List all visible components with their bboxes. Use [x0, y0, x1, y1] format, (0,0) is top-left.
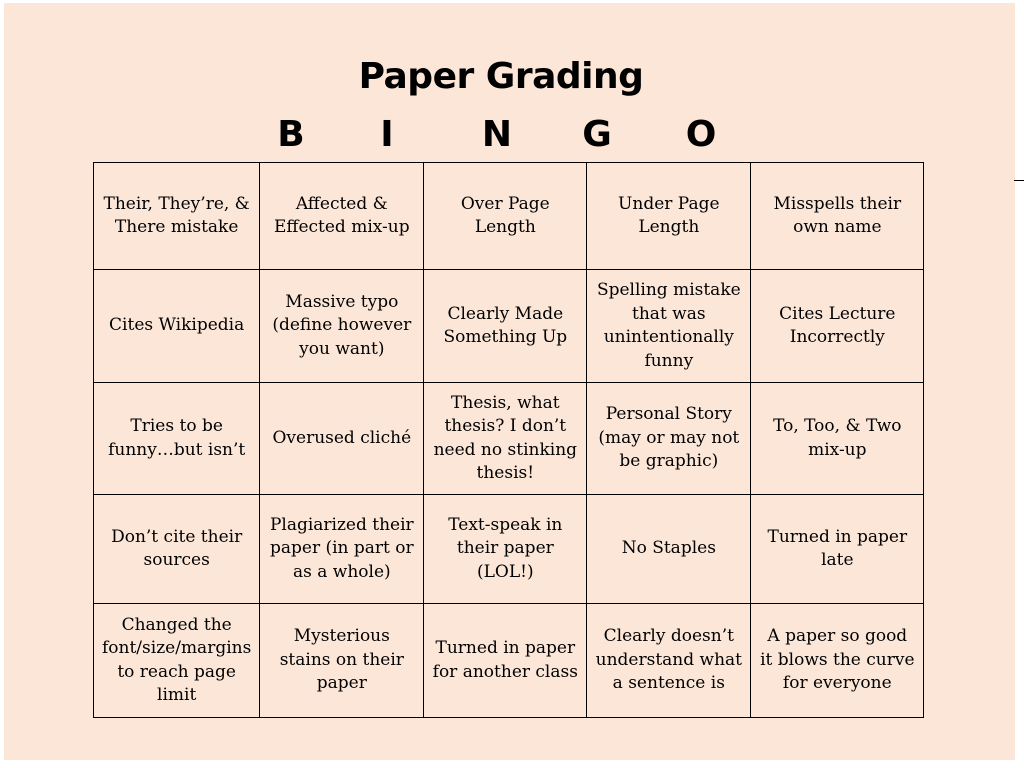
bingo-cell: Don’t cite their sources [94, 495, 260, 604]
bingo-cell: Cites Wikipedia [94, 270, 260, 383]
bingo-cell: Clearly Made Something Up [424, 270, 587, 383]
bingo-cell: Mysterious stains on their paper [260, 604, 424, 718]
bingo-cell: Overused cliché [260, 383, 424, 495]
bingo-cell: Massive typo (define however you want) [260, 270, 424, 383]
bingo-header [4, 111, 1015, 161]
bingo-cell: Plagiarized their paper (in part or as a whole) [260, 495, 424, 604]
bingo-cell: Clearly doesn’t understand what a sentence is [587, 604, 751, 718]
board-row [94, 383, 924, 495]
bingo-cell: Cites Lecture Incorrectly [751, 270, 924, 383]
slide [4, 3, 1015, 760]
bingo-letter-i: I [380, 114, 394, 155]
bingo-cell: Over Page Length [424, 163, 587, 270]
board-row [94, 163, 924, 270]
bingo-cell: Their, They’re, & There mistake [94, 163, 260, 270]
bingo-cell: Changed the font/size/margins to reach page limit [94, 604, 260, 718]
bingo-cell: Spelling mistake that was unintentionally funny [587, 270, 751, 383]
bingo-letter-b: B [277, 114, 305, 155]
bingo-cell: Personal Story (may or may not be graphic) [587, 383, 751, 495]
board-row [94, 604, 924, 718]
board-row [94, 495, 924, 604]
bingo-letter-n: N [481, 114, 513, 155]
bingo-cell: Turned in paper for another class [424, 604, 587, 718]
bingo-letter-o: O [685, 114, 717, 155]
bingo-cell: A paper so good it blows the curve for everyone [751, 604, 924, 718]
bingo-cell: No Staples [587, 495, 751, 604]
bingo-cell: Tries to be funny…but isn’t [94, 383, 260, 495]
bingo-board [93, 162, 924, 718]
bingo-cell: Turned in paper late [751, 495, 924, 604]
bingo-cell: Misspells their own name [751, 163, 924, 270]
bingo-letter-g: G [582, 114, 612, 155]
edge-line-divider [1014, 180, 1024, 181]
bingo-cell: To, Too, & Two mix-up [751, 383, 924, 495]
slide-title: Paper Grading [358, 56, 644, 97]
bingo-cell: Text-speak in their paper (LOL!) [424, 495, 587, 604]
bingo-cell: Under Page Length [587, 163, 751, 270]
bingo-cell: Thesis, what thesis? I don’t need no stinking thesis! [424, 383, 587, 495]
bingo-cell: Affected & Effected mix-up [260, 163, 424, 270]
board-row [94, 270, 924, 383]
